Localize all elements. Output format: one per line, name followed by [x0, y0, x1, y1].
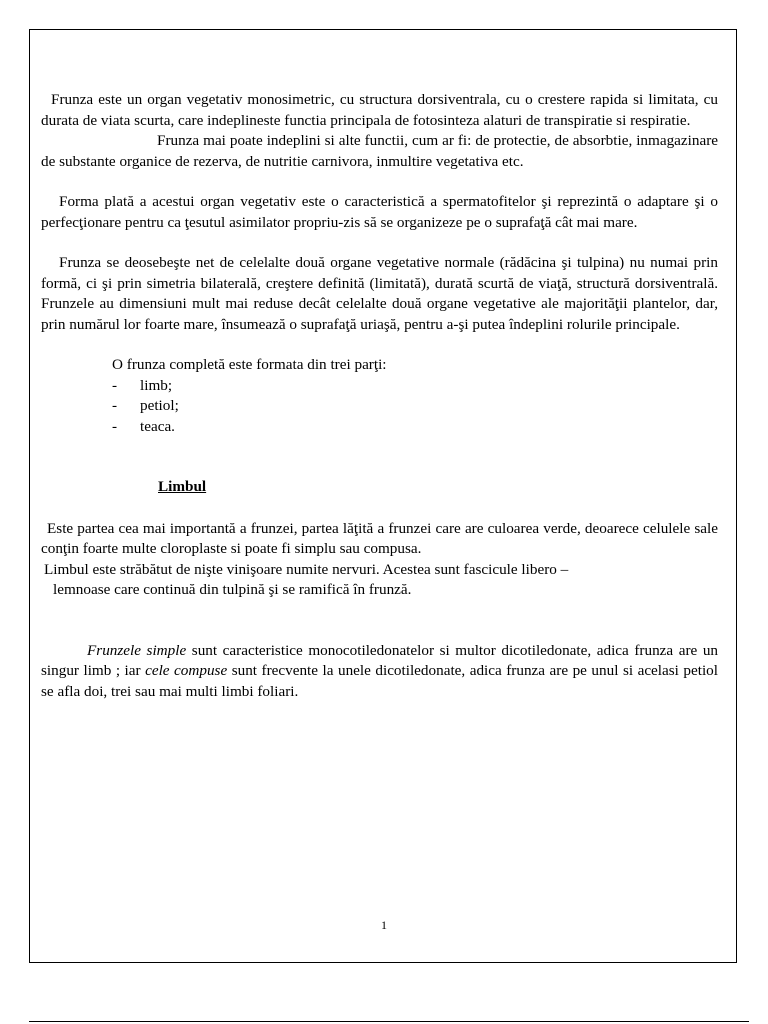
document-body [41, 90, 718, 702]
paragraph-text: sunt caracteristice monocotiledonatelor si multor dicotiledonate, adica frunza are un singur limb ; iar [41, 641, 719, 679]
paragraph-definition: Frunza este un organ vegetativ monosimetric, cu structura dorsiventrala, cu o crestere rapida si limitata, cu durata de viata scurta, care indeplineste functia principala de fotosinteza alaturi de transpiratie si respiratie. [41, 91, 718, 129]
paragraph-flat-form: Forma plată a acestui organ vegetativ este o caracteristică a spermatofitelor şi reprezintă o adaptare şi o perfecţionare pentru ca ţesutul asimilator propriu-zis să se organizeze pe o suprafaţă cât mai mare. [41, 193, 718, 231]
list-item [112, 396, 718, 417]
list-item-text: petiol; [140, 397, 179, 414]
leaf-parts-list [112, 355, 718, 437]
paragraph-simple-compound [41, 641, 718, 703]
paragraph-other-functions: Frunza mai poate indeplini si alte functii, cum ar fi: de protectie, de absorbtie, inmagazinare de substante organice de rezerva, de nutritie carnivora, inmultire vegetativa etc. [41, 132, 718, 170]
paragraph-text: sunt frecvente la unele dicotiledonate, adica frunza are pe unul si acelasi petiol se afla doi, trei sau mai multi limbi foliari. [41, 662, 718, 700]
list-marker: - [112, 417, 118, 435]
list-item-text: limb; [140, 376, 173, 394]
italic-term-simple: Frunzele simple [87, 641, 187, 659]
bottom-divider [29, 1021, 749, 1022]
list-item-text: teaca. [140, 417, 175, 435]
list-marker: - [112, 397, 118, 414]
paragraph-differences: Frunza se deosebeşte net de celelalte două organe vegetative normale (rădăcina şi tulpina) nu numai prin formă, ci şi prin simetria bilaterală, creştere definită (limitată), durată scurtă de viaţă, structură dorsiventrală. Frunzele au dimensiuni mult mai reduse decât celelalte două organe vegetative ale majorităţii plantelor, dar, prin numărul lor foarte mare, însumează o suprafaţă uriaşă, pentru a-şi putea îndeplini rolurile principale. [41, 254, 718, 333]
list-item [112, 376, 718, 397]
list-intro: O frunza completă este formata din trei parţi: [112, 356, 387, 373]
paragraph-nerves-line2: lemnoase care continuă din tulpină şi se ramifică în frunză. [53, 581, 412, 598]
list-marker: - [112, 376, 118, 394]
paragraph-nerves-line1: Limbul este străbătut de nişte vinişoare numite nervuri. Acestea sunt fascicule libero – [44, 560, 569, 578]
italic-term-compound: cele compuse [145, 662, 228, 679]
section-title-limbul: Limbul [158, 478, 207, 495]
list-item [112, 417, 718, 438]
paragraph-limb-description: Este partea cea mai importantă a frunzei, partea lăţită a frunzei care are culoarea verde, deoarece celulele sale conţin foarte multe cloroplaste si poate fi simplu sau compusa. [41, 519, 718, 557]
page-number: 1 [381, 918, 387, 932]
